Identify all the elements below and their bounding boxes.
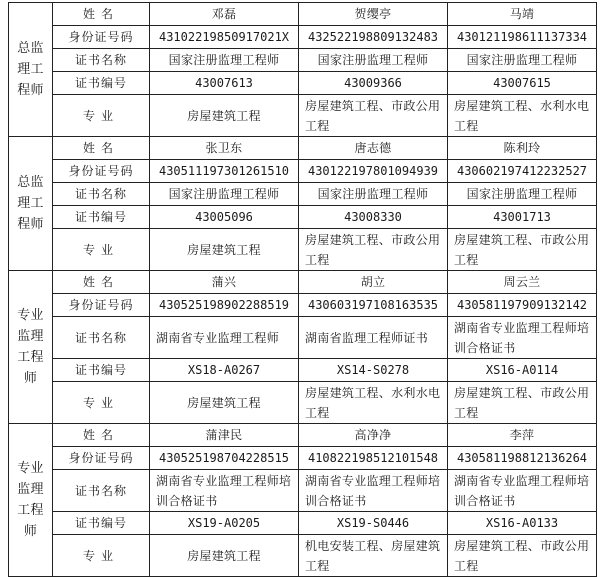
- person-id: 430602197412232527: [448, 160, 597, 183]
- person-cert-name: 国家注册监理工程师: [150, 183, 299, 206]
- person-major: 房屋建筑工程: [150, 382, 299, 424]
- person-name: 周云兰: [448, 271, 597, 294]
- role-cell: 总监理工程师: [9, 3, 53, 137]
- person-cert-no: 43009366: [299, 72, 448, 95]
- label-name: 姓名: [53, 424, 150, 447]
- person-cert-name: 国家注册监理工程师: [299, 183, 448, 206]
- label-id: 身份证号码: [53, 294, 150, 317]
- person-cert-no: XS16-A0114: [448, 359, 597, 382]
- label-id: 身份证号码: [53, 160, 150, 183]
- person-major: 房屋建筑工程: [150, 535, 299, 577]
- person-id: 430581197909132142: [448, 294, 597, 317]
- table-row: [9, 359, 597, 382]
- label-name: 姓名: [53, 271, 150, 294]
- person-name: 唐志德: [299, 137, 448, 160]
- person-name: 高净净: [299, 424, 448, 447]
- label-id: 身份证号码: [53, 447, 150, 470]
- person-id: 430121198611137334: [448, 26, 597, 49]
- person-name: 胡立: [299, 271, 448, 294]
- person-cert-no: 43001713: [448, 206, 597, 229]
- person-id: 430525198902288519: [150, 294, 299, 317]
- person-major: 房屋建筑工程、市政公用工程: [448, 229, 597, 271]
- person-id: 430122197801094939: [299, 160, 448, 183]
- table-row: [9, 447, 597, 470]
- table-row: [9, 3, 597, 26]
- person-cert-name: 国家注册监理工程师: [448, 49, 597, 72]
- person-cert-name: 湖南省专业监理工程师培训合格证书: [448, 470, 597, 512]
- person-cert-no: XS19-S0446: [299, 512, 448, 535]
- person-name: 蒲兴: [150, 271, 299, 294]
- table-row: [9, 470, 597, 512]
- role-cell: 总监理工程师: [9, 137, 53, 271]
- table-row: [9, 72, 597, 95]
- table-row: [9, 535, 597, 577]
- person-cert-name: 湖南省专业监理工程师培训合格证书: [299, 470, 448, 512]
- label-major: 专业: [53, 382, 150, 424]
- person-id: 432522198809132483: [299, 26, 448, 49]
- person-name: 邓磊: [150, 3, 299, 26]
- person-cert-no: XS18-A0267: [150, 359, 299, 382]
- person-cert-no: 43007613: [150, 72, 299, 95]
- person-cert-no: 43008330: [299, 206, 448, 229]
- label-cert-no: 证书编号: [53, 206, 150, 229]
- label-cert-no: 证书编号: [53, 512, 150, 535]
- person-major: 房屋建筑工程、市政公用工程: [299, 229, 448, 271]
- person-name: 张卫东: [150, 137, 299, 160]
- label-major: 专业: [53, 229, 150, 271]
- person-cert-no: XS16-A0133: [448, 512, 597, 535]
- person-id: 430525198704228515: [150, 447, 299, 470]
- person-cert-name: 国家注册监理工程师: [299, 49, 448, 72]
- label-cert-no: 证书编号: [53, 72, 150, 95]
- person-cert-name: 国家注册监理工程师: [448, 183, 597, 206]
- person-name: 蒲津民: [150, 424, 299, 447]
- person-id: 410822198512101548: [299, 447, 448, 470]
- table-row: [9, 271, 597, 294]
- table-row: [9, 137, 597, 160]
- label-cert-name: 证书名称: [53, 470, 150, 512]
- role-cell: 专业监理工程师: [9, 271, 53, 424]
- table-row: [9, 183, 597, 206]
- person-cert-name: 湖南省专业监理工程师培训合格证书: [150, 470, 299, 512]
- person-cert-name: 湖南省监理工程师证书: [299, 317, 448, 359]
- label-cert-no: 证书编号: [53, 359, 150, 382]
- person-cert-no: 43005096: [150, 206, 299, 229]
- table-row: [9, 26, 597, 49]
- personnel-table: [8, 2, 597, 577]
- person-major: 房屋建筑工程、水利水电工程: [299, 382, 448, 424]
- label-major: 专业: [53, 535, 150, 577]
- label-major: 专业: [53, 95, 150, 137]
- person-name: 马靖: [448, 3, 597, 26]
- person-major: 房屋建筑工程、市政公用工程: [448, 382, 597, 424]
- person-major: 房屋建筑工程: [150, 229, 299, 271]
- table-row: [9, 206, 597, 229]
- role-cell: 专业监理工程师: [9, 424, 53, 577]
- person-cert-name: 国家注册监理工程师: [150, 49, 299, 72]
- table-row: [9, 160, 597, 183]
- person-major: 房屋建筑工程、水利水电工程: [448, 95, 597, 137]
- person-name: 贺缨亭: [299, 3, 448, 26]
- person-name: 李萍: [448, 424, 597, 447]
- table-row: [9, 424, 597, 447]
- label-name: 姓名: [53, 3, 150, 26]
- person-cert-name: 湖南省专业监理工程师: [150, 317, 299, 359]
- person-id: 430511197301261510: [150, 160, 299, 183]
- table-row: [9, 317, 597, 359]
- person-major: 机电安装工程、房屋建筑工程: [299, 535, 448, 577]
- person-major: 房屋建筑工程、市政公用工程: [448, 535, 597, 577]
- person-cert-name: 湖南省专业监理工程师培训合格证书: [448, 317, 597, 359]
- person-cert-no: XS14-S0278: [299, 359, 448, 382]
- label-cert-name: 证书名称: [53, 183, 150, 206]
- table-row: [9, 229, 597, 271]
- person-major: 房屋建筑工程: [150, 95, 299, 137]
- table-row: [9, 512, 597, 535]
- label-cert-name: 证书名称: [53, 49, 150, 72]
- table-row: [9, 294, 597, 317]
- table-row: [9, 382, 597, 424]
- person-name: 陈利玲: [448, 137, 597, 160]
- person-major: 房屋建筑工程、市政公用工程: [299, 95, 448, 137]
- personnel-table-body: [9, 3, 597, 577]
- person-id: 43102219850917021X: [150, 26, 299, 49]
- label-id: 身份证号码: [53, 26, 150, 49]
- label-cert-name: 证书名称: [53, 317, 150, 359]
- person-cert-no: 43007615: [448, 72, 597, 95]
- table-row: [9, 95, 597, 137]
- table-row: [9, 49, 597, 72]
- person-id: 430581198812136264: [448, 447, 597, 470]
- person-cert-no: XS19-A0205: [150, 512, 299, 535]
- label-name: 姓名: [53, 137, 150, 160]
- person-id: 430603197108163535: [299, 294, 448, 317]
